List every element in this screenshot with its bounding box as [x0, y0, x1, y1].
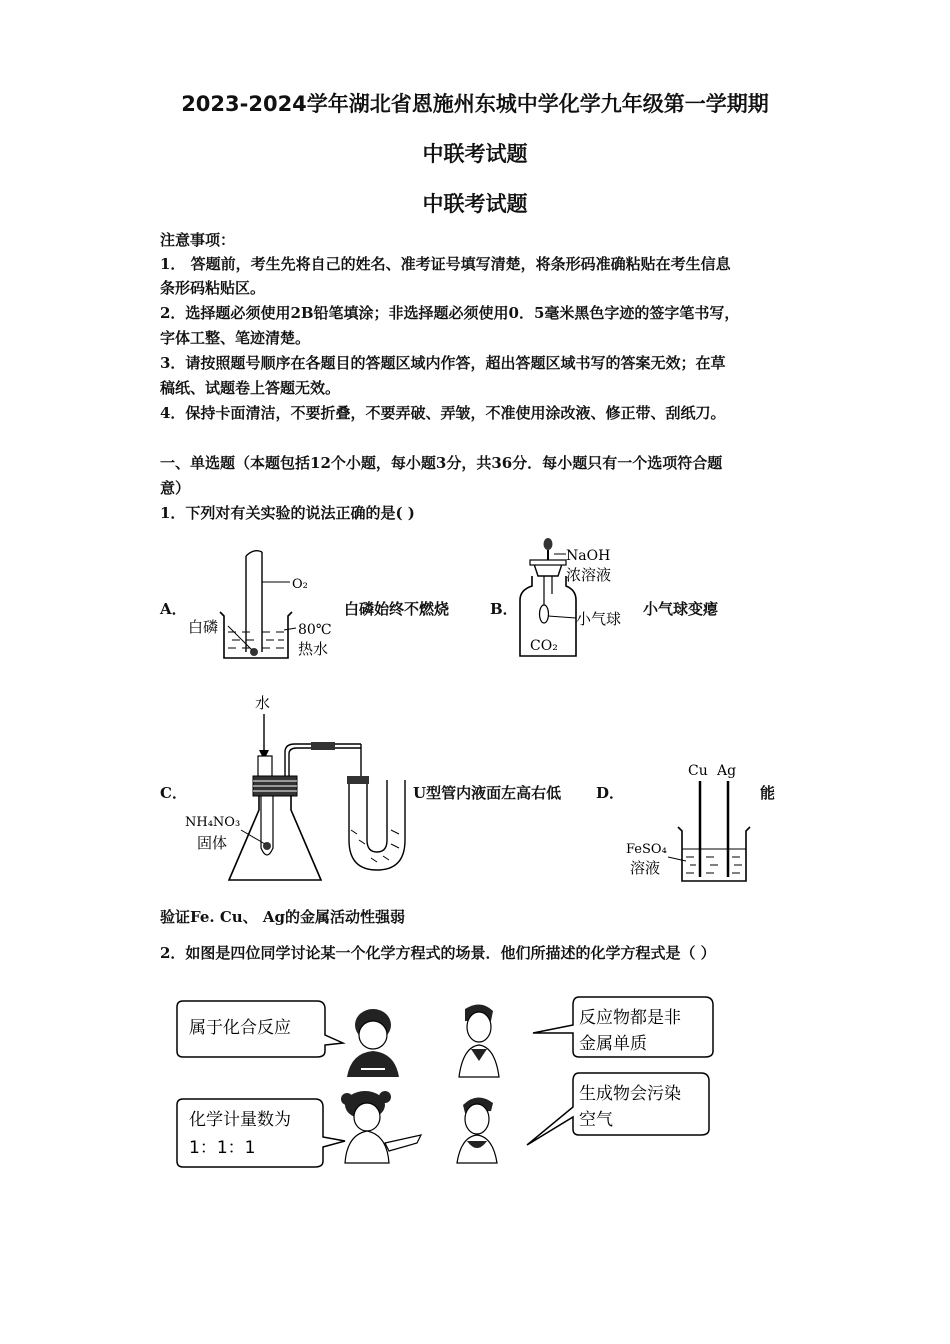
page-subtitle-repeat: 中联考试题	[422, 192, 528, 216]
student-4-icon	[457, 1097, 497, 1163]
notice-item-2-cont: 字体工整、笔迹清楚。	[160, 329, 311, 347]
label-80c: 80℃	[298, 622, 332, 638]
student-3-icon	[341, 1091, 421, 1163]
notice-item-2: 2．选择题必须使用2B铅笔填涂；非选择题必须使用0．5毫米黑色字迹的签字笔书写，	[160, 304, 740, 322]
label-ag: Ag	[717, 763, 737, 779]
option-b-letter: B．	[490, 600, 518, 618]
notice-heading: 注意事项：	[160, 231, 236, 249]
bubble-pollution-2: 空气	[579, 1110, 613, 1130]
discussion-figure	[175, 995, 720, 1179]
label-nh4no3: NH₄NO₃	[185, 815, 241, 830]
label-solid: 固体	[197, 834, 228, 852]
option-d-text: 能	[760, 784, 776, 802]
question-1-stem: 1．下列对有关实验的说法正确的是( )	[160, 504, 415, 522]
section-heading: 一、单选题（本题包括12个小题，每小题3分，共36分．每小题只有一个选项符合题	[160, 454, 723, 472]
option-a-text: 白磷始终不燃烧	[344, 600, 450, 618]
option-c-text: U型管内液面左高右低	[413, 784, 562, 802]
label-naoh: NaOH	[566, 548, 611, 564]
notice-item-4: 4．保持卡面清洁，不要折叠，不要弄破、弄皱，不准使用涂改液、修正带、刮纸刀。	[160, 404, 726, 422]
label-hot-water: 热水	[298, 640, 329, 658]
apparatus-d-figure	[620, 755, 765, 889]
page-subtitle: 中联考试题	[422, 142, 528, 166]
label-concentrated-solution: 浓溶液	[566, 566, 612, 584]
option-c-letter: C．	[160, 784, 187, 802]
bubble-nonmetal-reactants-2: 金属单质	[579, 1034, 647, 1054]
page-title: 2023-2024学年湖北省恩施州东城中学化学九年级第一学期期	[181, 92, 769, 116]
notice-item-1: 1． 答题前，考生先将自己的姓名、准考证号填写清楚，将条形码准确粘贴在考生信息	[160, 255, 731, 273]
label-o2: O₂	[292, 577, 308, 592]
question-2-stem: 2．如图是四位同学讨论某一个化学方程式的场景．他们所描述的化学方程式是（ ）	[160, 944, 716, 962]
bubble-combination-reaction: 属于化合反应	[189, 1018, 291, 1038]
option-d-letter: D．	[596, 784, 625, 802]
label-cu: Cu	[688, 763, 708, 779]
label-solution: 溶液	[630, 859, 661, 877]
label-white-phosphorus: 白磷	[188, 618, 219, 636]
bubble-coefficient-2: 1：1：1	[189, 1138, 256, 1158]
option-b-text: 小气球变瘪	[643, 600, 719, 618]
option-a-letter: A．	[160, 600, 187, 618]
bubble-coefficient-1: 化学计量数为	[189, 1110, 291, 1130]
label-small-balloon: 小气球	[576, 610, 622, 628]
label-co2: CO₂	[530, 638, 558, 654]
notice-item-1-cont: 条形码粘贴区。	[160, 279, 266, 297]
student-1-icon	[347, 1009, 399, 1077]
notice-item-3-cont: 稿纸、试题卷上答题无效。	[160, 379, 341, 397]
bubble-nonmetal-reactants-1: 反应物都是非	[579, 1008, 681, 1028]
notice-item-3: 3．请按照题号顺序在各题目的答题区域内作答，超出答题区域书写的答案无效；在草	[160, 354, 726, 372]
question-1-tail: 验证Fe. Cu、 Ag的金属活动性强弱	[160, 908, 406, 926]
bubble-pollution-1: 生成物会污染	[579, 1084, 681, 1104]
label-water-inlet: 水	[255, 694, 271, 712]
apparatus-b-figure	[510, 530, 640, 669]
apparatus-a-figure	[180, 548, 350, 670]
apparatus-c-figure	[185, 690, 410, 894]
section-heading-cont: 意）	[160, 479, 191, 497]
label-feso4: FeSO₄	[626, 842, 667, 857]
student-2-icon	[459, 1004, 499, 1077]
